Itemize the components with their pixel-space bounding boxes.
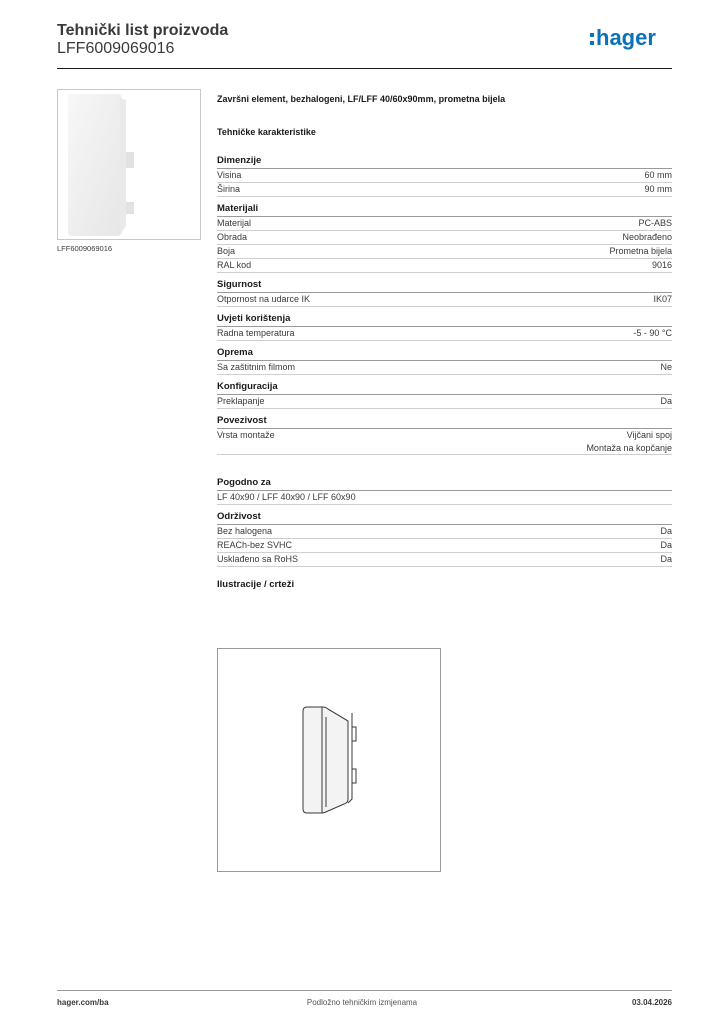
spec-group	[217, 203, 672, 273]
spec-row	[217, 183, 672, 197]
spec-row-value	[586, 429, 672, 454]
spec-group-title: Održivost	[217, 511, 672, 525]
spec-row	[217, 327, 672, 341]
spec-row-label: Boja	[217, 246, 236, 256]
spec-group-title: Dimenzije	[217, 155, 672, 169]
spec-row-label: Bez halogena	[217, 526, 273, 536]
spec-group-title: Konfiguracija	[217, 381, 672, 395]
spec-row	[217, 395, 672, 409]
spec-row	[217, 217, 672, 231]
illustrations-title: Ilustracije / crteži	[217, 579, 295, 590]
spec-row-value: PC-ABS	[638, 218, 672, 228]
spec-row	[217, 361, 672, 375]
page-header	[57, 20, 672, 66]
spec-row-value: Da	[660, 526, 672, 536]
spec-row	[217, 553, 672, 567]
spec-row	[217, 429, 672, 455]
spec-section	[217, 94, 672, 590]
spec-row-value-line: Montaža na kopčanje	[586, 442, 672, 453]
spec-group-title: Povezivost	[217, 415, 672, 429]
header-divider	[57, 68, 672, 69]
spec-row-value: IK07	[653, 294, 672, 304]
spec-group	[217, 279, 672, 307]
logo-text: hager	[596, 25, 656, 50]
spec-row	[217, 525, 672, 539]
product-thumbnail	[57, 89, 201, 240]
spec-row-label: Obrada	[217, 232, 248, 242]
footer-divider	[57, 990, 672, 991]
product-photo-icon	[58, 90, 200, 239]
spec-groups-2	[217, 477, 672, 567]
spec-row-value: Neobrađeno	[622, 232, 672, 242]
spec-row-label: Radna temperatura	[217, 328, 295, 338]
spec-row-value-line: Vijčani spoj	[626, 430, 672, 440]
spec-group-title: Pogodno za	[217, 477, 672, 491]
spec-group-title: Sigurnost	[217, 279, 672, 293]
spec-row-value: Da	[660, 540, 672, 550]
product-code: LFF6009069016	[57, 40, 175, 57]
spec-group-title: Oprema	[217, 347, 672, 361]
spec-row-label: Sa zaštitnim filmom	[217, 362, 296, 372]
spec-group	[217, 347, 672, 375]
footer-website[interactable]: hager.com/ba	[57, 998, 109, 1007]
spec-row-label: Otpornost na udarce IK	[217, 294, 311, 304]
product-description: Završni element, bezhalogeni, LF/LFF 40/60x90mm, prometna bijela	[217, 94, 506, 104]
illustration-frame	[217, 648, 441, 872]
thumbnail-caption: LFF6009069016	[57, 244, 113, 253]
spec-row-value: Prometna bijela	[609, 246, 672, 256]
spec-row-value: 9016	[651, 260, 672, 270]
spec-row-value: -5 - 90 °C	[633, 328, 672, 338]
spec-group	[217, 477, 672, 505]
spec-row	[217, 231, 672, 245]
spec-row-value: 90 mm	[644, 184, 672, 194]
spec-row-label: Usklađeno sa RoHS	[217, 554, 299, 564]
spec-groups	[217, 155, 672, 455]
spec-row-label: Visina	[217, 170, 242, 180]
spec-row	[217, 169, 672, 183]
spec-row	[217, 259, 672, 273]
spec-group-title: Uvjeti korištenja	[217, 313, 672, 327]
spec-row-value: Ne	[660, 362, 672, 372]
spec-group	[217, 381, 672, 409]
hager-logo	[590, 25, 672, 55]
footer-date: 03.04.2026	[631, 998, 672, 1007]
spec-group	[217, 155, 672, 197]
spec-row	[217, 539, 672, 553]
document-title: Tehnički list proizvoda	[57, 22, 229, 39]
spec-row	[217, 491, 672, 505]
spec-row	[217, 293, 672, 307]
spec-row	[217, 245, 672, 259]
technical-characteristics-title: Tehničke karakteristike	[217, 127, 316, 137]
footer-note: Podložno tehničkim izmjenama	[306, 998, 418, 1007]
spec-row-value: 60 mm	[644, 170, 672, 180]
spec-group	[217, 415, 672, 455]
spec-row-label: LF 40x90 / LFF 40x90 / LFF 60x90	[217, 492, 356, 502]
spec-group	[217, 511, 672, 567]
spec-row-label: Preklapanje	[217, 396, 265, 406]
spec-group-title: Materijali	[217, 203, 672, 217]
spec-row-label: REACh-bez SVHC	[217, 540, 293, 550]
spec-row-value: Da	[660, 554, 672, 564]
spec-row-label: RAL kod	[217, 260, 252, 270]
spec-row-label: Širina	[217, 184, 241, 194]
end-cap-drawing-icon	[218, 649, 440, 871]
spec-row-value: Da	[660, 396, 672, 406]
spec-row-label: Vrsta montaže	[217, 430, 275, 440]
spec-group	[217, 313, 672, 341]
spec-row-label: Materijal	[217, 218, 252, 228]
